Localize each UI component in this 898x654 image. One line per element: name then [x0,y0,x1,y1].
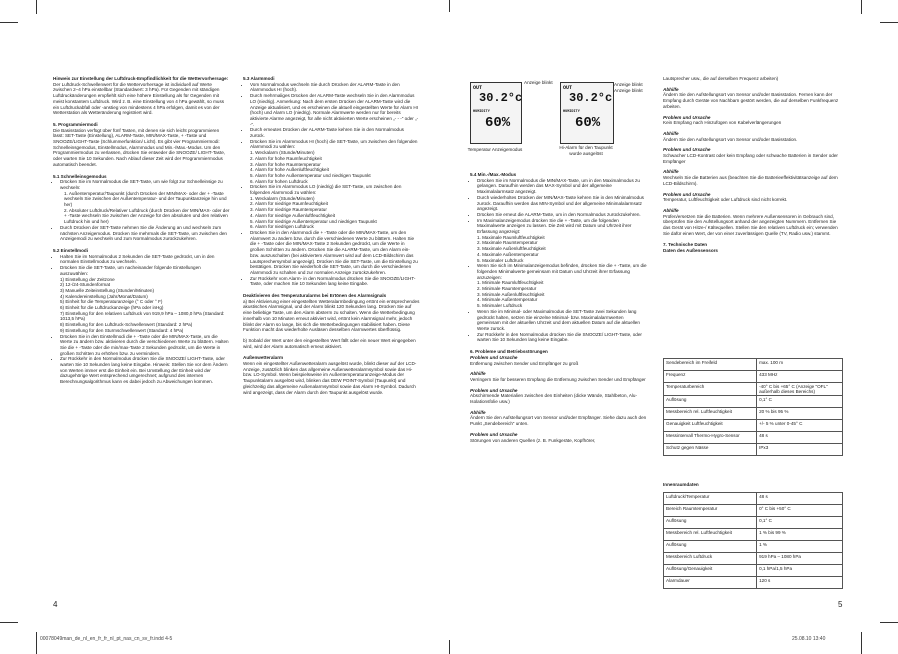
subheading: Problem und Ursache [663,191,711,197]
list-item [60,265,230,333]
lcd-humidity-label: HUMIDITY [473,110,490,114]
bullet-list [53,254,230,385]
sub-item: 3. Alarm für hohe Raumtemperatur [250,161,321,167]
sub-item: 4. Maximale Außentemperatur [477,251,539,257]
sub-item: 1. Maximale Raumluftfeuchtigkeit [477,234,545,240]
sub-item: 2) 12-/24-Stundenformat [60,282,111,288]
section-heading: 5.3 Alarmmodi [243,76,275,81]
lcd-humidity-label: HUMIDITY [563,110,580,114]
list-item: • Durch mehrmaliges Drücken der ALARM-Taste wechseln Sie in den Alarmmodus LO (niedrig). Anmerkung: Nach dem ersten Drücken der ALARM-Taste wird die Anzeige aktualisiert, und es erscheinen die aktuell eingestellten Werte für Alarm HI (hoch) und Alarm LO (niedrig). Normale Alarmwerte werden nur für bereits aktivierte Alarme angezeigt, für alle nicht aktivierten Werte erscheinen „- - -“ oder „- -“. [250,93,420,127]
section-heading: Außenwetteralarm [243,355,284,361]
table-cell: Auflösung [664,517,757,529]
section-heading: Hinweis zur Einstellung der Luftdruck-Empfindlichkeit für die Wettervorhersage: [53,76,229,81]
table-cell: 0° C bis +50° C [757,505,843,517]
list-text: Drücken Sie die SET-Taste, um nacheinander folgende Einstellungen auszuwählen: [60,265,201,276]
sub-item: 2. Minimale Raumtemperatur [477,286,537,292]
indoor-heading-block [663,482,843,488]
sub-item: 5) Einheit für die Temperaturanzeige (° C oder ° F) [60,299,163,305]
list-item [60,179,230,225]
list-item: • Zur Rückkehr in den Normalmodus drücken Sie die SNOOZE/ LIGHT-Taste, oder warten Sie 10 Sekunden lang keine Eingabe. [477,332,647,343]
sub-item: 1. Weckalarm (Stunde/Minuten) [250,195,315,201]
section-heading: 5.1 Schnelleinsgemodus [53,173,107,179]
sub-item: 5. Alarm für niedrige Außentemperatur und niedrigen Taupunkt [250,218,377,224]
lcd-display-normal [470,82,522,144]
list-item: • Vom Normalmodus wechseln Sie durch Drücken der ALARM-Taste in den Alarmmodus HI (hoch). [250,82,420,93]
subheading: Problem und Ursache [470,431,518,437]
sub-item: 5. Maximaler Luftdruck [477,257,524,263]
table-cell: Sendebereich im Freifeld [664,359,757,371]
table-cell: Auflösung/Genauigkeit [664,565,757,577]
lcd-caption: Anzeige blinkt [614,88,643,93]
crop-mark [36,0,37,14]
list-item [477,263,647,309]
table-cell: IPx3 [757,444,843,456]
sub-item: 1. Weckalarm (Stunde/Minuten) [250,150,315,156]
sub-item: 2. Alarm für niedrige Raumfeuchtigkeit [250,201,328,207]
sub-item: 2. Alarm für hohe Raumfeuchtigkeit [250,155,322,161]
column-1 [53,76,230,390]
subheading: Abhilfe [663,130,679,136]
list-text: Im Maximalanzeigemodus drücken Sie die + -Taste, um die folgenden Maximalwerte anzeigen zu lassen. Die Zeit wird mit Datum und Uhrzeit ihrer Erfassung angezeigt: [477,217,632,235]
subheading: Abhilfe [470,371,486,377]
table-row [664,444,843,456]
crop-mark [861,632,862,654]
list-item: • Zur Rückkehr in den Normalmodus drücken Sie die SNOOZE/ LIGHT-Taste, oder warten Sie 10 Sekunden lang keine Eingabe. Hinweis: Stellen Sie vor dem Ändern von Werten immer erst die Einheit ein. Bei Umstellung der Einheit wird der dazugehörige Wert entsprechend umgerechnet; aufgrund des internen Berechnungsalgorithmus kann es dabei jedoch zu Abweichungen kommen. [60,356,230,385]
table-cell: Luftdruck/Temperatur [664,493,757,505]
sub-item: 4. Minimale Außentemperatur [477,297,538,303]
list-text: Wenn Sie sich im Minimalanzeigemodus befinden, drücken Sie die + -Taste, um die folgenden Minimalwerte gemeinsam mit Datum und Uhrzeit ihrer Erfassung anzuzeigen: [477,263,647,280]
table-cell: Messbereich rel. Luftfeuchtigkeit [664,408,757,420]
paragraph: Prüfen/ersetzen Sie die Batterien. Wenn mehrere Außensensoren in Gebrauch sind, überprüfen Sie den Aufstellungsort anhand der angezeigten Nummern. Entfernen Sie das Gerät von Hitze-/ Kältequellen. Stellen Sie den relativen Luftdruck ein; verwenden Sie dafür einen Wert, der von einer zuverlässigen Quelle (TV, Radio usw.) stammt. [663,213,838,236]
sub-item: 2. Absoluter Luftdruck/Relativer Luftdruck (durch Drücken der MIN/MAX- oder der + -Taste wechseln Sie zwischen der Anzeige für den absoluten und den relativen Luftdruck hin und her) [64,207,230,225]
lcd-label: OUT [473,85,483,91]
sub-item: 2. Maximale Raumtemperatur [477,240,538,246]
table-row [664,565,843,577]
bullet-list [470,178,647,343]
table-cell: Alarmdauer [664,577,757,589]
lcd-humidity: 60% [575,115,601,131]
lcd-caption: Hi-Alarm für den Taupunkt wurde ausgelöst [559,145,613,156]
lcd-temperature: 30.2°c [479,91,523,105]
lcd-humidity: 60% [485,115,511,131]
table-row [664,553,843,565]
bullet-list [53,179,230,242]
section-heading: 5. Programmiermodi [53,121,98,127]
section-heading: 5.2 Einstellmodi [53,247,88,253]
table-row [664,505,843,517]
section-heading: 7. Technische Daten [663,242,708,248]
table-cell: Messbereich rel. Luftfeuchtigkeit [664,529,757,541]
crop-mark [36,632,37,654]
list-text: Drücken Sie im Alarmmodus HI (hoch) die SET-Taste, um zwischen den folgenden Alarmmodi zu wählen: [250,138,418,150]
table-cell: Auflösung [664,541,757,553]
sub-item: 9) Einstellung für den Sturmschwellenwert (Standard: 4 hPa) [60,327,184,333]
crop-mark [880,622,898,623]
sub-item: 6. Alarm für niedrigen Luftdruck [250,224,314,230]
center-mark [449,640,450,654]
subheading: Problem und Ursache [470,387,518,393]
paragraph: Ändern Sie den Aufstellungsort von Sensor und/oder Basisstation. [663,136,798,142]
sub-item: 4. Alarm für hohe Außenluftfeuchtigkeit [250,167,329,173]
subheading: Problem und Ursache [663,147,711,153]
table-row [664,541,843,553]
table-cell: 1 % [757,541,843,553]
column-3 [470,172,647,448]
table-cell: Frequenz [664,371,757,383]
list-item: • Durch wiederholtes Drücken der MIN/MAX-Taste kehren Sie in den Minimalmodus zurück. Daraufhin werden das MIN-Symbol und der allgemeine Minimalalarmsatz angezeigt. [477,195,647,212]
table-row [664,359,843,371]
table-cell: 48 s [757,432,843,444]
subheading: Problem und Ursache [470,354,518,360]
paragraph: Wechseln Sie die Batterien aus (beachten Sie die Batterieeffektivitätsanzeige auf dem LCD-Bildschirm). [663,175,838,186]
table-cell: 433 MHz [757,371,843,383]
table-row [664,408,843,420]
sub-item: 1. Minimale Raumluftfeuchtigkeit [477,280,544,286]
paragraph: b) Sobald der Wert unter den eingestellten Wert fällt oder ein neuer Wert eingegeben wird, wird der Alarm automatisch erneut aktiviert. [243,337,416,349]
table-row [664,396,843,408]
sub-item: 4) Kalendereinstellung (Jahr/Monat/Datum) [60,293,148,299]
subheading: Abhilfe [470,409,486,415]
list-item: • Durch Drücken der SET-Taste nehmen Sie die Änderung an und wechseln zum nächsten Anzeigemodus. Drücken Sie mehrmals die SET-Taste, um zwischen den Anzeigemodi zu wechseln und zum Normalmodus zurückzukehren. [60,225,230,242]
list-item: • Zur Rückkehr vom Alarm- in den Normalmodus drücken Sie die SNOOZE/LIGHT-Taste, oder machen Sie 10 Sekunden lang keine Eingabe. [250,276,420,287]
paragraph: Wenn ein eingestellter Außenwetteralarm ausgelöst wurde, blinkt dieser auf der LCD-Anzeige, zusätzlich blinken das allgemeine Außenwetteralarmsymbol sowie das Hi- bzw. LO-Symbol. Wenn beispielsweise im Außentemperaturanzeige-Modus der Taupunktalarm ausgelöst wird, blinken das DEW POINT-Symbol (Taupunkt) und gleichzeitig das allgemeine Außenalarmsymbol sowie das Alarm HI-Symbol. Dadurch wird angezeigt, dass der Alarm durch den Taupunkt ausgelöst wurde. [243,361,417,395]
paragraph: Störungen von anderen Quellen (z. B. Funkgeräte, Kopfhörer, [470,437,596,443]
footer-filename: 00078049man_de_nl_en_fr_fr_nl_pt_nas_cn_sv_fr.indd 4-5 [40,636,173,642]
list-item: • Drücken Sie im Normalmodus die MIN/MAX-Taste, um in den Maximalmodus zu gelangen. Daraufhin werden das MAX-Symbol und der allgemeine Maximalalarmsatz angezeigt. [477,178,647,195]
page-number-right: 5 [838,600,843,609]
lcd-temperature: 30.2°c [569,91,613,105]
table-cell: 0,1° C [757,517,843,529]
table-cell: Messbereich Luftdruck [664,553,757,565]
table-cell: 48 s [757,493,843,505]
table-cell: 1 % bis 99 % [757,529,843,541]
lcd-caption: Anzeige blinkt [614,82,643,87]
bullet-list [243,82,420,287]
list-text: Drücken Sie im Normalmodus die SET-Taste, um wie folgt zur Schnelleinsige zu wechseln: [60,179,223,190]
lcd-display-alarm [560,82,614,144]
table-cell: Messintervall Thermo-Hygro-Sensor [664,432,757,444]
list-item: • Drücken Sie erneut die ALARM-Taste, um in den Normalmodus zurückzukehren. [477,212,647,218]
sub-item: 5. Alarm für hohe Außentemperatur und niedrigen Taupunkt [250,172,371,178]
crop-mark [861,0,862,14]
table-row [664,577,843,589]
table-cell: Temperaturbereich [664,383,757,396]
section-heading: Daten des Außensensors [663,248,718,254]
lcd-label: OUT [563,85,573,91]
paragraph: Entfernung zwischen Sender und Empfänger zu groß [470,360,579,366]
paragraph: Schwacher LCD-Kontrast oder kein Empfang oder schwache Batterien in Sender oder Empfänger [663,153,838,164]
list-item: • Durch erneutes Drücken der ALARM-Taste kehren Sie in den Normalmodus zurück. [250,127,420,138]
table-cell: Genauigkeit Luftfeuchtigkeit [664,420,757,432]
list-item [477,218,647,264]
table-cell: -40° C bis +65° C (Anzeige "OFL" außerhalb dieses Bereichs) [757,383,843,396]
lcd-caption: Temperatur Anzeigemodus [467,147,523,152]
table-row [664,493,843,505]
paragraph: Abschirmende Materialien zwischen den Einheiten (dicke Wände, Stahlbeton, Alu-Isolationsfolie usw.) [470,393,637,405]
sub-item: 6. Alarm für hohen Luftdruck [250,178,308,184]
sub-item: 3) Manuelle Zeiteinstellung (Stunden/Minuten) [60,287,154,293]
table-cell: 919 hPa – 1080 hPa [757,553,843,565]
sub-item: 1. Außentemperatur/Taupunkt (durch Drücken der MIN/MAX- oder der + -Taste wechseln Sie zwischen der Außentemperatur- und der Taupunktanzeige hin und her) [64,190,227,208]
subheading: Problem und Ursache [663,114,711,120]
list-item: • Drücken Sie in den Einstellmodi die + -Taste oder die MIN/MAX-Taste, um die Werte zu ändern bzw. aktivieren durch die verschiedenen Werte zu blättern. Halten Sie die + -Taste oder die min/max-Taste 2 Sekunden gedrückt, um die Werte in großen Schritten zu erhöhen bzw. zu vermindern. [60,334,230,357]
table-cell: 0,1 hPa/1,5 hPa [757,565,843,577]
crop-mark [880,22,898,23]
table-cell: Auflösung [664,396,757,408]
subheading: Abhilfe [663,169,679,175]
sub-item: 3. Alarm für niedrige Raumtemperatur [250,207,327,213]
subheading: Abhilfe [663,86,679,92]
sub-item: 1) Einstellung der Zeitzone [60,276,115,282]
list-item: • Halten Sie im Normalmodus 2 Sekunden die SET-Taste gedrückt, um in den normalen Einstellmodus zu wechseln. [60,254,230,265]
sub-item: 4. Alarm für niedrige Außenluftfeuchtigkeit [250,212,336,218]
paragraph: Verringern Sie für besseren Empfang die Entfernung zwischen Sender und Empfänger [470,376,646,382]
table-cell: max. 100 m [757,359,843,371]
section-heading: 6. Probleme und Betriebsstörungen [470,349,548,355]
footer-date: 25.08.10 13:40 [792,636,826,642]
table-row [664,529,843,541]
section-heading: Deaktivieren des Temperaturalarms bei Ertönen des Alarmsignals [243,293,387,299]
list-item [250,184,420,230]
paragraph: Der Luftdruck-Schwellenwert für die Wettervorhersage ist individuell auf Werte zwischen 2–4 hPa einstellbar (Standardwert: 3 hPa). Für Gegenden mit ständigen Luftdruckänderungen empfiehlt sich eine höhere Einstellung als für Gegenden mit meist konstantem Luftdruck. Wird z. B. eine Einstellung von 4 hPa gewählt, so muss ein Luftdruckabfall oder -anstieg von mindestens 4 hPa erfolgen, damit es von der Wetterstation als Wetteränderung registriert wird. [53,81,225,116]
crop-mark [0,22,18,23]
page-number-left: 4 [53,600,58,609]
indoor-specs-table [663,492,843,589]
table-cell: 0,1° C [757,396,843,408]
section-heading: 5.4 Min.-/Max.-Modus [470,172,517,177]
sub-item: 3. Minimale Außenluftfeuchtigkeit [477,291,545,297]
column-2 [243,76,420,400]
crop-mark [0,622,18,623]
center-mark [449,0,450,12]
table-cell: Schutz gegen Nässe [664,444,757,456]
table-row [664,383,843,396]
table-cell: 120 s [757,577,843,589]
list-item [250,139,420,185]
paragraph: Lautsprecher usw., die auf derselben Frequenz arbeiten) [663,76,779,81]
paragraph: a) Bei Aktivierung einer eingestellten Wetteralarmbedingung ertönt ein entsprechendes akustisches Alarmsignal, und der Alarm blinkt 120 Sekunden lang. Drücken Sie auf eine beliebige Taste, um den Alarm absterm zu schalten. Wenn die Wetterbedingung innerhalb von 10 Minuten erneut aktiviert wird, ertönt kein Alarmsignal mehr, jedoch blinkt der Alarm so lange, bis sich die Wetterbedingungen stabilisiert haben. Diese Funktion macht das wiederholte Ausläsen desselben Alarmwertes überflüssig. [243,298,420,333]
list-item: • Drücken Sie in den Alarmmodi die + -Taste oder die MIN/MAX-Taste, um den Alarmwert zu ändern bzw. durch die verschiedenen Werte zu blättern. Halten Sie die + -Taste oder die MIN/MAX-Taste 2 Sekunden gedrückt, um die Werte in großen Schritten zu ändern. Drücken Sie die ALARM-Taste, um den Alarm ein- bzw. auszuschalten (bei aktiviertem Alarmwert wird auf dem LCD-Bildschirm das Lautsprechersymbol angezeigt). Drücken Sie die SET-Taste, um die Einstellung zu bestätigen. Drücken Sie wiederholt die SET-Taste, um durch die verschiedenen Alarmmodi zu schalten und zur normalen Anzeige zurückzukehren. [250,230,420,276]
list-text: Drücken Sie im Alarmmodus LO (niedrig) die SET-Taste, um zwischen den folgenden Alarmmodi zu wählen: [250,184,402,196]
list-item: • Wenn Sie im Minimal- oder Maximalmodus die SET-Taste zwei Sekunden lang gedrückt halten, setzen Sie einzelne Minimal- bzw. Maximalalarmwerten gemeinsam mit der aktuellen Uhrzeit und dem aktuellen Datum auf die aktuellen Werte zurück. [477,309,647,332]
table-row [664,432,843,444]
table-row [664,420,843,432]
outdoor-specs-table [663,358,843,456]
table-cell: +/- 5 % unter 0-45° C [757,420,843,432]
sub-item: 5. Minimaler Luftdruck [477,303,523,309]
table-cell: Bereich Raumtemperatur [664,505,757,517]
paragraph: Kein Empfang nach Hinzufügen von Kabelverlängerungen [663,120,782,126]
column-4 [663,76,843,254]
paragraph: Temperatur, Luftfeuchtigkeit oder Luftdruck sind nicht korrekt. [663,197,788,203]
lcd-caption: Anzeige blinkt [524,80,553,85]
paragraph: Ändern Sie den Aufstellungsort von Sensor und/oder Empfänger. Siehe dazu auch den Punkt „Sendebereich“ unten. [470,415,647,427]
subheading: Abhilfe [663,207,679,213]
sub-item: 7) Einstellung für den relativen Luftdruck von 919,9 hPa – 1080,0 hPa (Standard: 1013,5 hPa) [60,310,225,322]
paragraph: Die Basisstation verfügt über fünf Tasten, mit denen sie sich leicht programmieren lässt: SET-Taste (Einstellung), ALARM-Taste, MIN/MAX-Taste, + -Taste und SNOOZE/LIGHT-Taste (Schlummerfunktion/ Licht). Es gibt vier Programmiermodi: Schnelleinsgemodus, Einstellmodus, Alarmmodus und Min.-/Max.-Modus. Um den Programmiermodus zu verlassen, drücken Sie entweder die SNOOZE/ LIGHT-Taste, oder warten Sie 10 Sekunden. Nach Ablauf dieser Zeit wird der Programmiermodus automatisch beendet. [53,127,226,167]
section-heading: Innenraumdaten [663,482,699,487]
paragraph: Ändern Sie den Aufstellungsort von Sensor und/oder Basisstation. Fernen kann der Empfang durch Geräte von Nachbarn gestört werden, die auf derselben Funkfrequenz arbeiten. [663,92,839,109]
sub-item: 6) Einheit für die Luftdruckanzeige (hPa oder inHg) [60,305,164,311]
table-row [664,517,843,529]
table-cell: 20 % bis 95 % [757,408,843,420]
table-row [664,371,843,383]
sub-item: 8) Einstellung für den Luftdruck-Schwellenwert (Standard: 2 hPa) [60,322,193,328]
sub-item: 3. Maximale Außenluftfeuchtigkeit [477,246,546,252]
